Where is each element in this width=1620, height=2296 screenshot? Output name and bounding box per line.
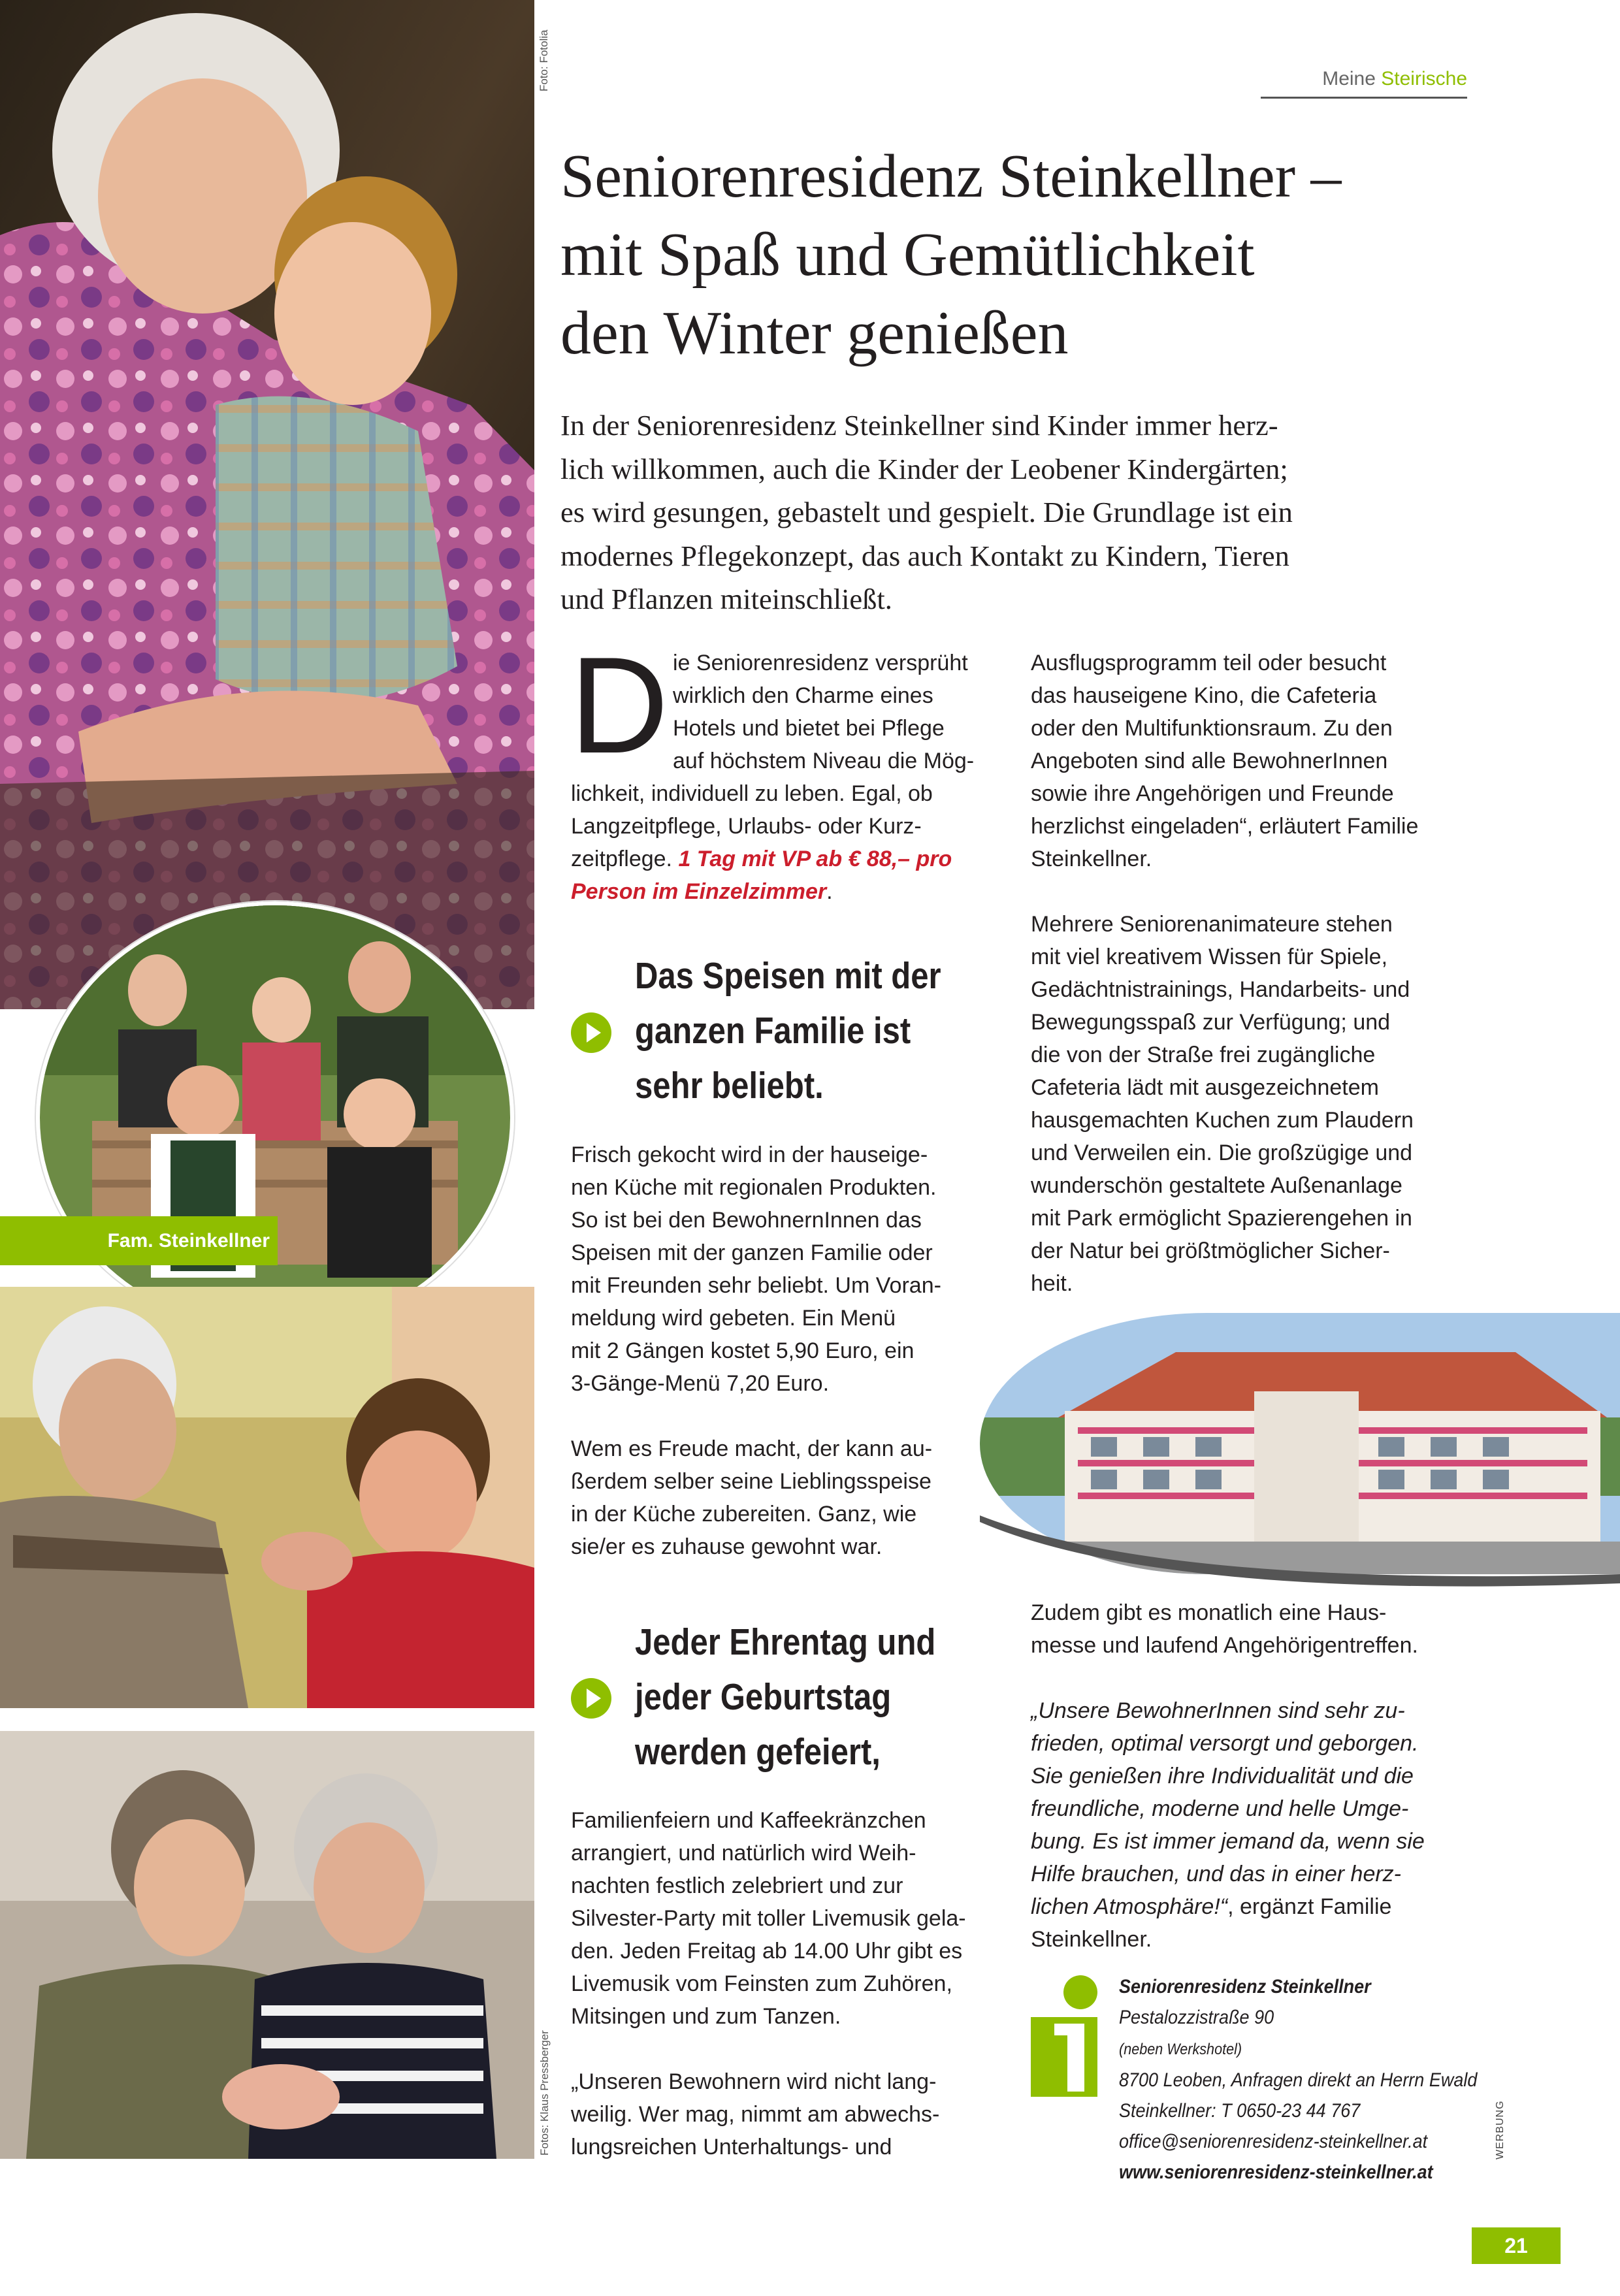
building-photo-swoosh bbox=[967, 1502, 1620, 1594]
col2-text-bottom bbox=[1031, 1596, 1425, 1956]
text-line: So ist bei den BewohnernInnen das bbox=[571, 1208, 922, 1233]
drop-cap: D bbox=[570, 628, 669, 782]
quote-line bbox=[1031, 1890, 1425, 1923]
text-line: wunderschön gestaltete Außenanlage bbox=[1031, 1173, 1402, 1198]
text-line: sowie ihre Angehörigen und Freunde bbox=[1031, 781, 1394, 806]
text-line: Cafeteria lädt mit ausgezeichnetem bbox=[1031, 1075, 1379, 1100]
text-run: zeitpflege. bbox=[571, 847, 679, 871]
info-city: 8700 Leoben, Anfragen direkt an Herrn Ewald bbox=[1119, 2069, 1478, 2091]
contact-info bbox=[1119, 1971, 1477, 2188]
photo-two-women bbox=[0, 1731, 534, 2159]
text-line: lungsreichen Unterhaltungs- und bbox=[571, 2135, 892, 2159]
text-line: Hotels und bietet bei Pflege bbox=[673, 716, 945, 741]
quote-line: bung. Es ist immer jemand da, wenn sie bbox=[1031, 1829, 1425, 1854]
info-website-link[interactable]: www.seniorenresidenz-steinkellner.at bbox=[1119, 2161, 1433, 2183]
rubric-prefix: Meine bbox=[1322, 68, 1376, 89]
text-line: Zudem gibt es monatlich eine Haus- bbox=[1031, 1600, 1387, 1625]
text-line: Speisen mit der ganzen Familie oder bbox=[571, 1240, 933, 1265]
quote-run: lichen Atmosphäre!“ bbox=[1031, 1894, 1228, 1919]
text-line: auf höchstem Niveau die Mög- bbox=[673, 749, 975, 773]
arrow-right-icon bbox=[571, 1678, 611, 1719]
text-line: Mitsingen und zum Tanzen. bbox=[571, 2004, 841, 2029]
arrow-right-icon bbox=[571, 1012, 611, 1053]
article-title bbox=[560, 137, 1475, 372]
text-line: heit. bbox=[1031, 1271, 1073, 1296]
magazine-rubric bbox=[1261, 68, 1467, 99]
subheading-line: Das Speisen mit der bbox=[635, 955, 941, 997]
text-line: wirklich den Charme eines bbox=[673, 683, 933, 708]
subheading-line: sehr beliebt. bbox=[635, 1065, 824, 1107]
text-line: die von der Straße frei zugängliche bbox=[1031, 1043, 1376, 1067]
price-highlight: Person im Einzelzimmer bbox=[571, 879, 827, 904]
text-line: in der Küche zubereiten. Ganz, wie bbox=[571, 1502, 917, 1527]
lead-line: und Pflanzen miteinschließt. bbox=[560, 583, 892, 615]
subheading-line: Jeder Ehrentag und bbox=[635, 1621, 936, 1663]
photo-credit-top: Foto: Fotolia bbox=[538, 29, 550, 91]
quote-line: Hilfe brauchen, und das in einer herz- bbox=[1031, 1862, 1401, 1886]
text-line: Frisch gekocht wird in der hauseige- bbox=[571, 1142, 928, 1167]
text-line: hausgemachten Kuchen zum Plaudern bbox=[1031, 1108, 1414, 1133]
lead-line: es wird gesungen, gebastelt und gespielt. Die Grundlage ist ein bbox=[560, 496, 1293, 528]
info-name: Seniorenresidenz Steinkellner bbox=[1119, 1976, 1371, 1997]
info-email[interactable]: office@seniorenresidenz-steinkellner.at bbox=[1119, 2131, 1428, 2152]
rubric-accent: Steirische bbox=[1381, 68, 1467, 89]
advertisement-label: WERBUNG bbox=[1495, 2100, 1506, 2159]
text-line: nachten festlich zelebriert und zur bbox=[571, 1873, 903, 1898]
text-line: Ausflugsprogramm teil oder besucht bbox=[1031, 651, 1387, 675]
col1-intro-cont bbox=[571, 777, 952, 908]
family-caption: Fam. Steinkellner bbox=[0, 1216, 278, 1265]
text-line: lichkeit, individuell zu leben. Egal, ob bbox=[571, 781, 933, 806]
lead-line: modernes Pflegekonzept, das auch Kontakt zu Kindern, Tieren bbox=[560, 539, 1289, 572]
text-line: Wem es Freude macht, der kann au- bbox=[571, 1436, 933, 1461]
text-line: mit 2 Gängen kostet 5,90 Euro, ein bbox=[571, 1338, 915, 1363]
text-line: Langzeitpflege, Urlaubs- oder Kurz- bbox=[571, 814, 922, 839]
col1-celebration-text bbox=[571, 1804, 966, 2163]
info-street-note: (neben Werkshotel) bbox=[1119, 2041, 1242, 2058]
text-line bbox=[571, 843, 952, 875]
text-line: meldung wird gebeten. Ein Menü bbox=[571, 1306, 896, 1331]
photo-family-circle bbox=[36, 901, 514, 1334]
title-line: mit Spaß und Gemütlichkeit bbox=[560, 221, 1255, 289]
text-line: mit Freunden sehr beliebt. Um Voran- bbox=[571, 1273, 941, 1298]
text-run: , ergänzt Familie bbox=[1227, 1894, 1392, 1919]
photo-grandmother-child bbox=[0, 0, 534, 1009]
text-line: und Verweilen ein. Die großzügige und bbox=[1031, 1140, 1413, 1165]
text-line: Livemusik vom Feinsten zum Zuhören, bbox=[571, 1971, 952, 1996]
quote-line: „Unsere BewohnerInnen sind sehr zu- bbox=[1031, 1698, 1405, 1723]
text-line: Steinkellner. bbox=[1031, 847, 1152, 871]
quote-line: frieden, optimal versorgt und geborgen. bbox=[1031, 1731, 1419, 1756]
subheading-line: jeder Geburtstag bbox=[635, 1676, 892, 1718]
col1-intro bbox=[673, 647, 974, 777]
text-line: mit Park ermöglicht Spazierengehen in bbox=[1031, 1206, 1412, 1231]
subheading-celebrations bbox=[635, 1615, 935, 1779]
text-line: Gedächtnistrainings, Handarbeits- und bbox=[1031, 977, 1410, 1002]
text-line: nen Küche mit regionalen Produkten. bbox=[571, 1175, 937, 1200]
text-line: das hauseigene Kino, die Cafeteria bbox=[1031, 683, 1377, 708]
title-line: Seniorenresidenz Steinkellner – bbox=[560, 142, 1342, 210]
info-icon bbox=[1031, 1974, 1109, 2098]
col1-dining-text bbox=[571, 1139, 941, 1563]
text-line: Familienfeiern und Kaffeekränzchen bbox=[571, 1808, 926, 1833]
price-highlight: 1 Tag mit VP ab € 88,– pro bbox=[678, 847, 952, 871]
col2-text-top bbox=[1031, 647, 1418, 1300]
subheading-line: werden gefeiert, bbox=[635, 1731, 881, 1773]
photo-credit-bottom: Fotos: Klaus Pressberger bbox=[538, 2030, 551, 2156]
info-street: Pestalozzistraße 90 bbox=[1119, 2007, 1274, 2028]
text-line: Silvester-Party mit toller Livemusik gela- bbox=[571, 1906, 966, 1931]
text-line: Angeboten sind alle BewohnerInnen bbox=[1031, 749, 1388, 773]
text-line: ßerdem selber seine Lieblingsspeise bbox=[571, 1469, 932, 1494]
text-line: weilig. Wer mag, nimmt am abwechs- bbox=[571, 2102, 940, 2127]
subheading-line: ganzen Familie ist bbox=[635, 1010, 911, 1052]
text-line bbox=[571, 875, 952, 908]
page-number: 21 bbox=[1472, 2227, 1561, 2264]
info-address bbox=[1119, 2002, 1477, 2065]
text-line: der Natur bei größtmöglicher Sicher- bbox=[1031, 1238, 1390, 1263]
text-run: . bbox=[826, 879, 833, 904]
text-line: Steinkellner. bbox=[1031, 1927, 1152, 1952]
text-line: sie/er es zuhause gewohnt war. bbox=[571, 1534, 883, 1559]
text-line: oder den Multifunktionsraum. Zu den bbox=[1031, 716, 1393, 741]
text-line: mit viel kreativem Wissen für Spiele, bbox=[1031, 945, 1388, 969]
text-line: „Unseren Bewohnern wird nicht lang- bbox=[571, 2069, 937, 2094]
text-line: Bewegungsspaß zur Verfügung; und bbox=[1031, 1010, 1391, 1035]
text-line: den. Jeden Freitag ab 14.00 Uhr gibt es bbox=[571, 1939, 963, 1964]
text-line: arrangiert, und natürlich wird Weih- bbox=[571, 1841, 916, 1866]
text-line: Mehrere Seniorenanimateure stehen bbox=[1031, 912, 1393, 937]
subheading-dining bbox=[635, 948, 941, 1113]
article-lead bbox=[560, 404, 1455, 621]
text-line: herzlichst eingeladen“, erläutert Familie bbox=[1031, 814, 1419, 839]
lead-line: lich willkommen, auch die Kinder der Leobener Kindergärten; bbox=[560, 452, 1288, 485]
text-line: messe und laufend Angehörigentreffen. bbox=[1031, 1633, 1418, 1658]
quote-line: freundliche, moderne und helle Umge- bbox=[1031, 1796, 1409, 1821]
info-phone: Steinkellner: T 0650-23 44 767 bbox=[1119, 2100, 1361, 2122]
photo-dance-activity bbox=[0, 1287, 534, 1708]
text-line: 3-Gänge-Menü 7,20 Euro. bbox=[571, 1371, 830, 1396]
title-line: den Winter genießen bbox=[560, 299, 1069, 367]
quote-line: Sie genießen ihre Individualität und die bbox=[1031, 1764, 1414, 1788]
lead-line: In der Seniorenresidenz Steinkellner sind Kinder immer herz- bbox=[560, 409, 1278, 442]
text-line: ie Seniorenresidenz versprüht bbox=[673, 651, 968, 675]
